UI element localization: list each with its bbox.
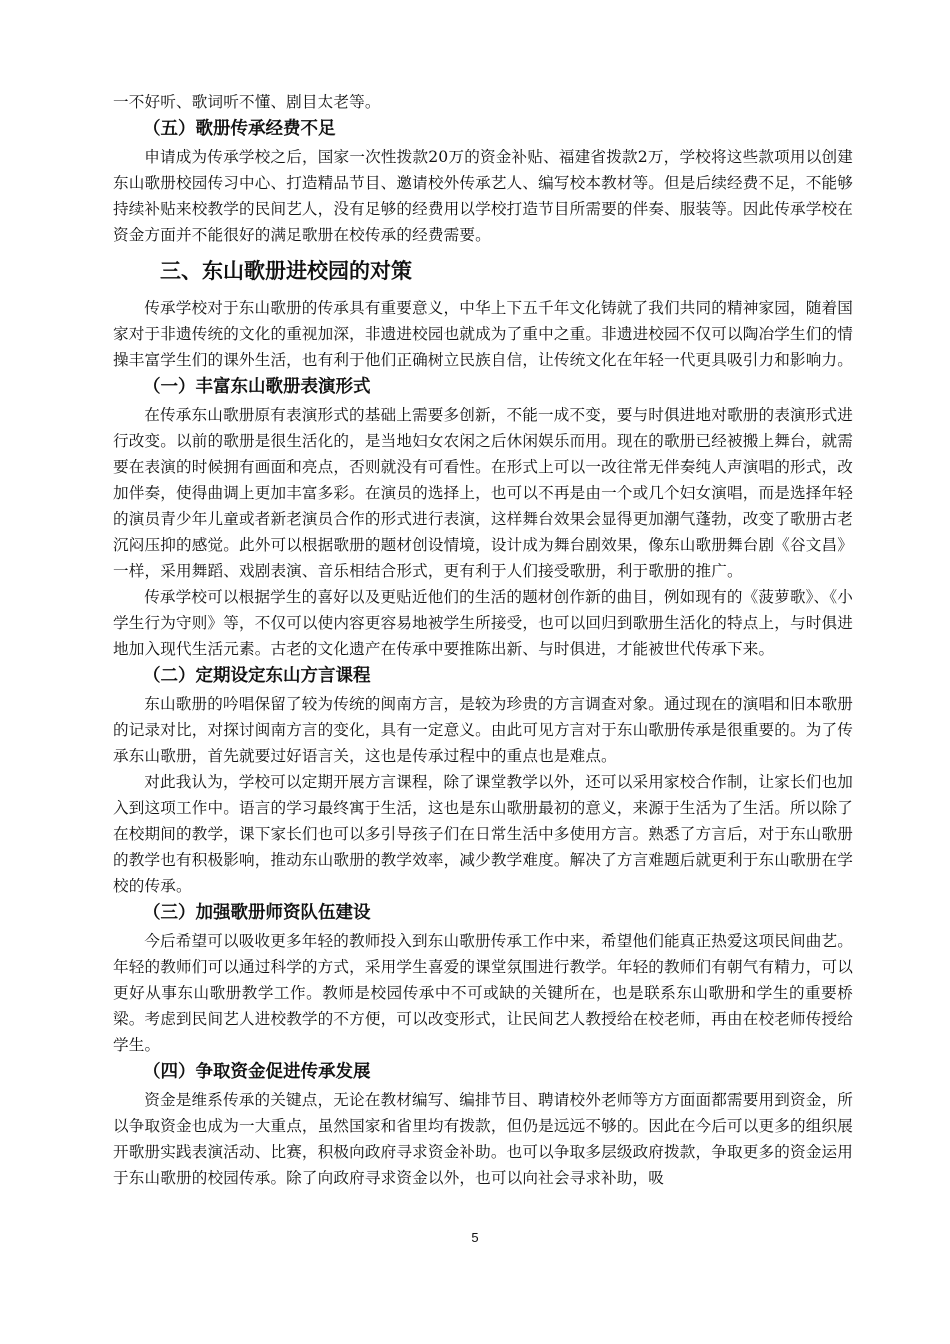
subheading-4: （四）争取资金促进传承发展 xyxy=(143,1062,371,1082)
paragraph-dialect-importance: 东山歌册的吟唱保留了较为传统的闽南方言，是较为珍贵的方言调查对象。通过现在的演唱和旧本歌册的记录对比，对探讨闽南方言的变化，具有一定意义。由此可见方言对于东山歌册传承是很重要的。为了传承东山歌册，首先就要过好语言关，这也是传承过程中的重点也是难点。 xyxy=(113,695,853,765)
paragraph-dialect-courses: 对此我认为，学校可以定期开展方言课程，除了课堂教学以外，还可以采用家校合作制，让家长们也加入到这项工作中。语言的学习最终寓于生活，这也是东山歌册最初的意义，来源于生活为了生活。所以除了在校期间的教学，课下家长们也可以多引导孩子们在日常生活中多使用方言。熟悉了方言后，对于东山歌册的教学也有积极影响，推动东山歌册的教学效率，减少教学难度。解决了方言难题后就更利于东山歌册在学校的传承。 xyxy=(113,773,853,895)
subheading-3: （三）加强歌册师资队伍建设 xyxy=(143,903,371,923)
paragraph-continued: 一不好听、歌词听不懂、剧目太老等。 xyxy=(113,93,381,111)
document-body xyxy=(113,89,853,1191)
page-number: 5 xyxy=(471,1230,479,1245)
paragraph-funding-shortage: 申请成为传承学校之后，国家一次性拨款20万的资金补贴、福建省拨款2万，学校将这些款项用以创建东山歌册校园传习中心、打造精品节目、邀请校外传承艺人、编写校本教材等。但是后续经费不足，不能够持续补贴来校教学的民间艺人，没有足够的经费用以学校打造节目所需要的伴奏、服装等。因此传承学校在资金方面并不能很好的满足歌册在校传承的经费需要。 xyxy=(113,148,853,244)
paragraph-performance-forms: 在传承东山歌册原有表演形式的基础上需要多创新，不能一成不变，要与时俱进地对歌册的表演形式进行改变。以前的歌册是很生活化的，是当地妇女农闲之后休闲娱乐而用。现在的歌册已经被搬上舞台，就需要在表演的时候拥有画面和亮点，否则就没有可看性。在形式上可以一改往常无伴奏纯人声演唱的形式，改加伴奏，使得曲调上更加丰富多彩。在演员的选择上，也可以不再是由一个或几个妇女演唱，而是选择年轻的演员青少年儿童或者新老演员合作的形式进行表演，这样舞台效果会显得更加潮气蓬勃，改变了歌册古老沉闷压抑的感觉。此外可以根据歌册的题材创设情境，设计成为舞台剧效果，像东山歌册舞台剧《谷文昌》一样，采用舞蹈、戏剧表演、音乐相结合形式，更有利于人们接受歌册，利于歌册的推广。 xyxy=(113,406,853,580)
subheading-2: （二）定期设定东山方言课程 xyxy=(143,666,371,686)
paragraph-intro-countermeasures: 传承学校对于东山歌册的传承具有重要意义，中华上下五千年文化铸就了我们共同的精神家园，随着国家对于非遗传统的文化的重视加深，非遗进校园也就成为了重中之重。非遗进校园不仅可以陶冶学生们的情操丰富学生们的课外生活，也有利于他们正确树立民族自信，让传统文化在年轻一代更具吸引力和影响力。 xyxy=(113,299,853,369)
paragraph-new-repertoire: 传承学校可以根据学生的喜好以及更贴近他们的生活的题材创作新的曲目，例如现有的《菠萝歌》、《小学生行为守则》等，不仅可以使内容更容易地被学生所接受，也可以回归到歌册生活化的特点上，与时俱进地加入现代生活元素。古老的文化遗产在传承中要推陈出新、与时俱进，才能被世代传承下来。 xyxy=(113,588,853,658)
paragraph-funding: 资金是维系传承的关键点，无论在教材编写、编排节目、聘请校外老师等方方面面都需要用到资金，所以争取资金也成为一大重点，虽然国家和省里均有拨款，但仍是远远不够的。因此在今后可以更多的组织展开歌册实践表演活动、比赛，积极向政府寻求资金补助。也可以争取多层级政府拨款，争取更多的资金运用于东山歌册的校园传承。除了向政府寻求资金以外，也可以向社会寻求补助，吸 xyxy=(113,1091,853,1187)
subheading-5: （五）歌册传承经费不足 xyxy=(143,119,336,139)
paragraph-teachers: 今后希望可以吸收更多年轻的教师投入到东山歌册传承工作中来，希望他们能真正热爱这项民间曲艺。年轻的教师们可以通过科学的方式，采用学生喜爱的课堂氛围进行教学。年轻的教师们有朝气有精力，可以更好从事东山歌册教学工作。教师是校园传承中不可或缺的关键所在，也是联系东山歌册和学生的重要桥梁。考虑到民间艺人进校教学的不方便，可以改变形式，让民间艺人教授给在校老师，再由在校老师传授给学生。 xyxy=(113,932,853,1054)
subheading-1: （一）丰富东山歌册表演形式 xyxy=(143,377,371,397)
section-heading-3: 三、东山歌册进校园的对策 xyxy=(160,259,412,283)
